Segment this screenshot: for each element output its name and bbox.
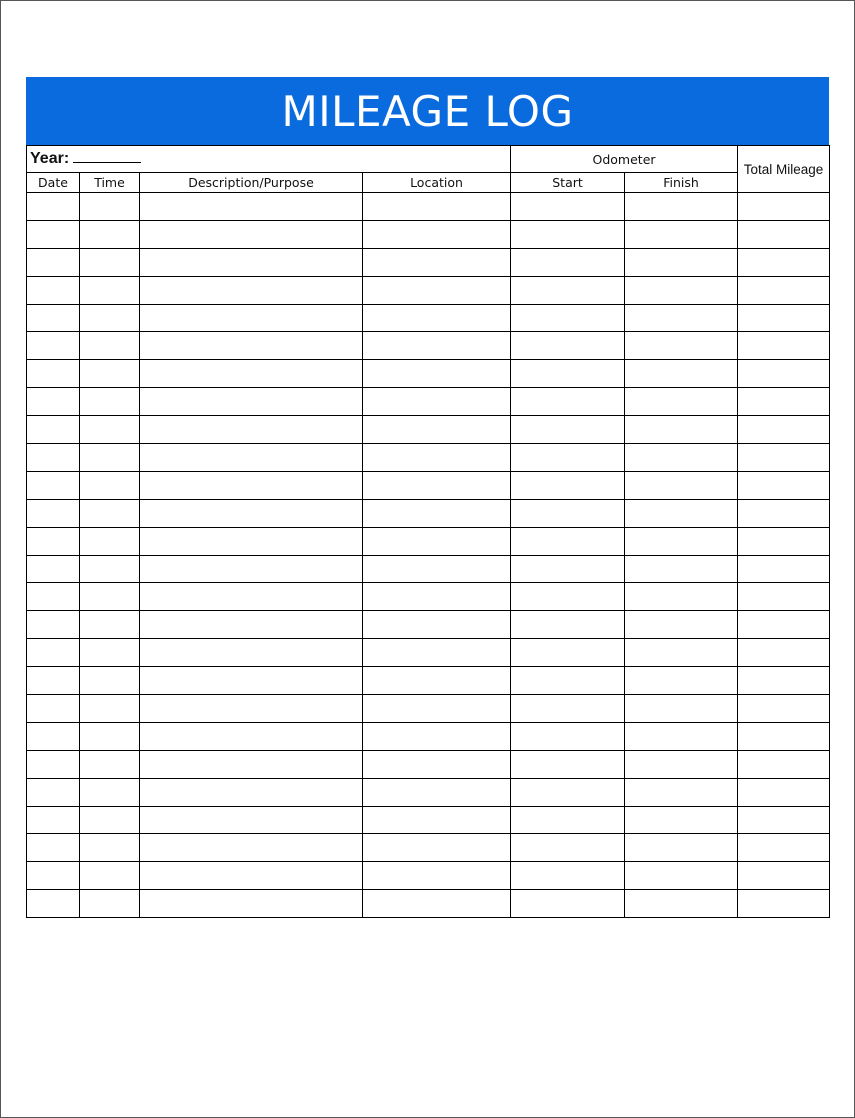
finish-cell[interactable] <box>625 834 738 862</box>
total-cell[interactable] <box>738 360 830 388</box>
table-row <box>27 304 830 332</box>
table-row <box>27 722 830 750</box>
table-row <box>27 527 830 555</box>
date-cell[interactable] <box>27 193 80 221</box>
total-cell[interactable] <box>738 750 830 778</box>
date-cell[interactable] <box>27 890 80 918</box>
table-row <box>27 695 830 723</box>
year-cell[interactable] <box>27 146 511 173</box>
table-row <box>27 416 830 444</box>
finish-cell[interactable] <box>625 527 738 555</box>
location-cell[interactable] <box>363 862 511 890</box>
description-cell[interactable] <box>140 667 363 695</box>
finish-cell[interactable] <box>625 611 738 639</box>
total-cell[interactable] <box>738 778 830 806</box>
date-cell[interactable] <box>27 555 80 583</box>
description-cell[interactable] <box>140 750 363 778</box>
date-cell[interactable] <box>27 778 80 806</box>
finish-cell[interactable] <box>625 778 738 806</box>
location-cell[interactable] <box>363 890 511 918</box>
location-cell[interactable] <box>363 471 511 499</box>
finish-cell[interactable] <box>625 555 738 583</box>
time-cell[interactable] <box>80 750 140 778</box>
time-cell[interactable] <box>80 332 140 360</box>
start-cell[interactable] <box>511 611 625 639</box>
total-cell[interactable] <box>738 890 830 918</box>
start-cell[interactable] <box>511 471 625 499</box>
table-row <box>27 583 830 611</box>
time-cell[interactable] <box>80 220 140 248</box>
time-header: Time <box>80 173 140 193</box>
total-cell[interactable] <box>738 806 830 834</box>
table-row <box>27 555 830 583</box>
description-cell[interactable] <box>140 583 363 611</box>
finish-cell[interactable] <box>625 416 738 444</box>
time-cell[interactable] <box>80 499 140 527</box>
time-cell[interactable] <box>80 527 140 555</box>
start-cell[interactable] <box>511 360 625 388</box>
date-cell[interactable] <box>27 444 80 472</box>
date-cell[interactable] <box>27 220 80 248</box>
date-cell[interactable] <box>27 360 80 388</box>
time-cell[interactable] <box>80 416 140 444</box>
date-cell[interactable] <box>27 750 80 778</box>
location-cell[interactable] <box>363 276 511 304</box>
total-cell[interactable] <box>738 667 830 695</box>
start-cell[interactable] <box>511 276 625 304</box>
finish-cell[interactable] <box>625 193 738 221</box>
start-cell[interactable] <box>511 862 625 890</box>
table-row <box>27 388 830 416</box>
total-cell[interactable] <box>738 220 830 248</box>
location-cell[interactable] <box>363 388 511 416</box>
finish-cell[interactable] <box>625 667 738 695</box>
location-cell[interactable] <box>363 360 511 388</box>
start-cell[interactable] <box>511 444 625 472</box>
total-cell[interactable] <box>738 416 830 444</box>
finish-cell[interactable] <box>625 471 738 499</box>
location-cell[interactable] <box>363 193 511 221</box>
finish-cell[interactable] <box>625 276 738 304</box>
total-cell[interactable] <box>738 471 830 499</box>
total-cell[interactable] <box>738 304 830 332</box>
description-cell[interactable] <box>140 276 363 304</box>
location-cell[interactable] <box>363 639 511 667</box>
date-cell[interactable] <box>27 639 80 667</box>
description-cell[interactable] <box>140 806 363 834</box>
total-cell[interactable] <box>738 193 830 221</box>
description-cell[interactable] <box>140 193 363 221</box>
description-cell[interactable] <box>140 388 363 416</box>
finish-cell[interactable] <box>625 388 738 416</box>
description-cell[interactable] <box>140 499 363 527</box>
time-cell[interactable] <box>80 778 140 806</box>
description-cell[interactable] <box>140 695 363 723</box>
start-cell[interactable] <box>511 304 625 332</box>
location-cell[interactable] <box>363 527 511 555</box>
description-cell[interactable] <box>140 611 363 639</box>
total-cell[interactable] <box>738 722 830 750</box>
time-cell[interactable] <box>80 722 140 750</box>
finish-cell[interactable] <box>625 332 738 360</box>
date-cell[interactable] <box>27 499 80 527</box>
finish-cell[interactable] <box>625 639 738 667</box>
location-cell[interactable] <box>363 444 511 472</box>
finish-cell[interactable] <box>625 360 738 388</box>
total-cell[interactable] <box>738 444 830 472</box>
time-cell[interactable] <box>80 639 140 667</box>
date-cell[interactable] <box>27 583 80 611</box>
start-cell[interactable] <box>511 388 625 416</box>
location-cell[interactable] <box>363 778 511 806</box>
finish-cell[interactable] <box>625 304 738 332</box>
location-cell[interactable] <box>363 499 511 527</box>
finish-cell[interactable] <box>625 890 738 918</box>
start-cell[interactable] <box>511 778 625 806</box>
description-cell[interactable] <box>140 890 363 918</box>
location-cell[interactable] <box>363 248 511 276</box>
start-cell[interactable] <box>511 806 625 834</box>
time-cell[interactable] <box>80 695 140 723</box>
date-cell[interactable] <box>27 806 80 834</box>
total-cell[interactable] <box>738 639 830 667</box>
odometer-start-header: Start <box>511 173 625 193</box>
table-row <box>27 248 830 276</box>
start-cell[interactable] <box>511 695 625 723</box>
date-cell[interactable] <box>27 611 80 639</box>
description-cell[interactable] <box>140 722 363 750</box>
finish-cell[interactable] <box>625 695 738 723</box>
date-cell[interactable] <box>27 722 80 750</box>
description-cell[interactable] <box>140 834 363 862</box>
table-row <box>27 750 830 778</box>
location-cell[interactable] <box>363 834 511 862</box>
description-cell[interactable] <box>140 527 363 555</box>
table-row <box>27 220 830 248</box>
date-cell[interactable] <box>27 332 80 360</box>
table-row <box>27 332 830 360</box>
time-cell[interactable] <box>80 611 140 639</box>
date-cell[interactable] <box>27 834 80 862</box>
start-cell[interactable] <box>511 499 625 527</box>
description-cell[interactable] <box>140 248 363 276</box>
start-cell[interactable] <box>511 248 625 276</box>
time-cell[interactable] <box>80 471 140 499</box>
time-cell[interactable] <box>80 276 140 304</box>
start-cell[interactable] <box>511 193 625 221</box>
finish-cell[interactable] <box>625 248 738 276</box>
date-cell[interactable] <box>27 304 80 332</box>
location-cell[interactable] <box>363 806 511 834</box>
time-cell[interactable] <box>80 834 140 862</box>
finish-cell[interactable] <box>625 750 738 778</box>
finish-cell[interactable] <box>625 444 738 472</box>
location-cell[interactable] <box>363 695 511 723</box>
location-cell[interactable] <box>363 304 511 332</box>
table-row <box>27 193 830 221</box>
time-cell[interactable] <box>80 248 140 276</box>
start-cell[interactable] <box>511 834 625 862</box>
table-row <box>27 471 830 499</box>
total-cell[interactable] <box>738 834 830 862</box>
table-row <box>27 499 830 527</box>
date-cell[interactable] <box>27 862 80 890</box>
table-row <box>27 806 830 834</box>
description-cell[interactable] <box>140 332 363 360</box>
total-cell[interactable] <box>738 611 830 639</box>
mileage-log-table <box>26 145 830 918</box>
finish-cell[interactable] <box>625 220 738 248</box>
total-cell[interactable] <box>738 695 830 723</box>
time-cell[interactable] <box>80 806 140 834</box>
description-cell[interactable] <box>140 471 363 499</box>
description-cell[interactable] <box>140 862 363 890</box>
description-cell[interactable] <box>140 304 363 332</box>
location-cell[interactable] <box>363 667 511 695</box>
year-label: Year: <box>30 150 70 167</box>
time-cell[interactable] <box>80 667 140 695</box>
start-cell[interactable] <box>511 750 625 778</box>
time-cell[interactable] <box>80 360 140 388</box>
table-row <box>27 862 830 890</box>
start-cell[interactable] <box>511 332 625 360</box>
time-cell[interactable] <box>80 388 140 416</box>
start-cell[interactable] <box>511 639 625 667</box>
time-cell[interactable] <box>80 304 140 332</box>
time-cell[interactable] <box>80 555 140 583</box>
date-cell[interactable] <box>27 276 80 304</box>
total-cell[interactable] <box>738 248 830 276</box>
time-cell[interactable] <box>80 583 140 611</box>
date-cell[interactable] <box>27 416 80 444</box>
total-cell[interactable] <box>738 332 830 360</box>
start-cell[interactable] <box>511 416 625 444</box>
header-row-top <box>27 146 830 173</box>
description-cell[interactable] <box>140 555 363 583</box>
finish-cell[interactable] <box>625 722 738 750</box>
time-cell[interactable] <box>80 890 140 918</box>
table-row <box>27 667 830 695</box>
start-cell[interactable] <box>511 555 625 583</box>
date-header: Date <box>27 173 80 193</box>
location-cell[interactable] <box>363 750 511 778</box>
date-cell[interactable] <box>27 695 80 723</box>
time-cell[interactable] <box>80 193 140 221</box>
page-title: MILEAGE LOG <box>281 86 574 136</box>
finish-cell[interactable] <box>625 499 738 527</box>
table-row <box>27 611 830 639</box>
date-cell[interactable] <box>27 388 80 416</box>
table-row <box>27 444 830 472</box>
date-cell[interactable] <box>27 471 80 499</box>
description-cell[interactable] <box>140 360 363 388</box>
location-cell[interactable] <box>363 416 511 444</box>
total-mileage-header: Total Mileage <box>738 146 830 193</box>
total-cell[interactable] <box>738 276 830 304</box>
header-row-columns <box>27 173 830 193</box>
start-cell[interactable] <box>511 722 625 750</box>
total-cell[interactable] <box>738 555 830 583</box>
location-cell[interactable] <box>363 555 511 583</box>
finish-cell[interactable] <box>625 583 738 611</box>
total-cell[interactable] <box>738 862 830 890</box>
table-row <box>27 890 830 918</box>
year-input-line[interactable] <box>73 150 141 163</box>
finish-cell[interactable] <box>625 862 738 890</box>
log-table-body <box>27 146 830 918</box>
total-cell[interactable] <box>738 499 830 527</box>
time-cell[interactable] <box>80 862 140 890</box>
location-header: Location <box>363 173 511 193</box>
date-cell[interactable] <box>27 527 80 555</box>
start-cell[interactable] <box>511 527 625 555</box>
date-cell[interactable] <box>27 667 80 695</box>
location-cell[interactable] <box>363 220 511 248</box>
table-row <box>27 360 830 388</box>
location-cell[interactable] <box>363 611 511 639</box>
title-banner <box>26 77 829 145</box>
start-cell[interactable] <box>511 667 625 695</box>
total-cell[interactable] <box>738 388 830 416</box>
total-cell[interactable] <box>738 583 830 611</box>
table-row <box>27 834 830 862</box>
description-cell[interactable] <box>140 220 363 248</box>
description-cell[interactable] <box>140 444 363 472</box>
description-cell[interactable] <box>140 778 363 806</box>
start-cell[interactable] <box>511 583 625 611</box>
start-cell[interactable] <box>511 890 625 918</box>
total-cell[interactable] <box>738 527 830 555</box>
table-row <box>27 778 830 806</box>
odometer-finish-header: Finish <box>625 173 738 193</box>
location-cell[interactable] <box>363 332 511 360</box>
start-cell[interactable] <box>511 220 625 248</box>
time-cell[interactable] <box>80 444 140 472</box>
description-header: Description/Purpose <box>140 173 363 193</box>
table-row <box>27 639 830 667</box>
description-cell[interactable] <box>140 416 363 444</box>
date-cell[interactable] <box>27 248 80 276</box>
location-cell[interactable] <box>363 583 511 611</box>
table-row <box>27 276 830 304</box>
description-cell[interactable] <box>140 639 363 667</box>
finish-cell[interactable] <box>625 806 738 834</box>
odometer-header: Odometer <box>511 146 738 173</box>
location-cell[interactable] <box>363 722 511 750</box>
